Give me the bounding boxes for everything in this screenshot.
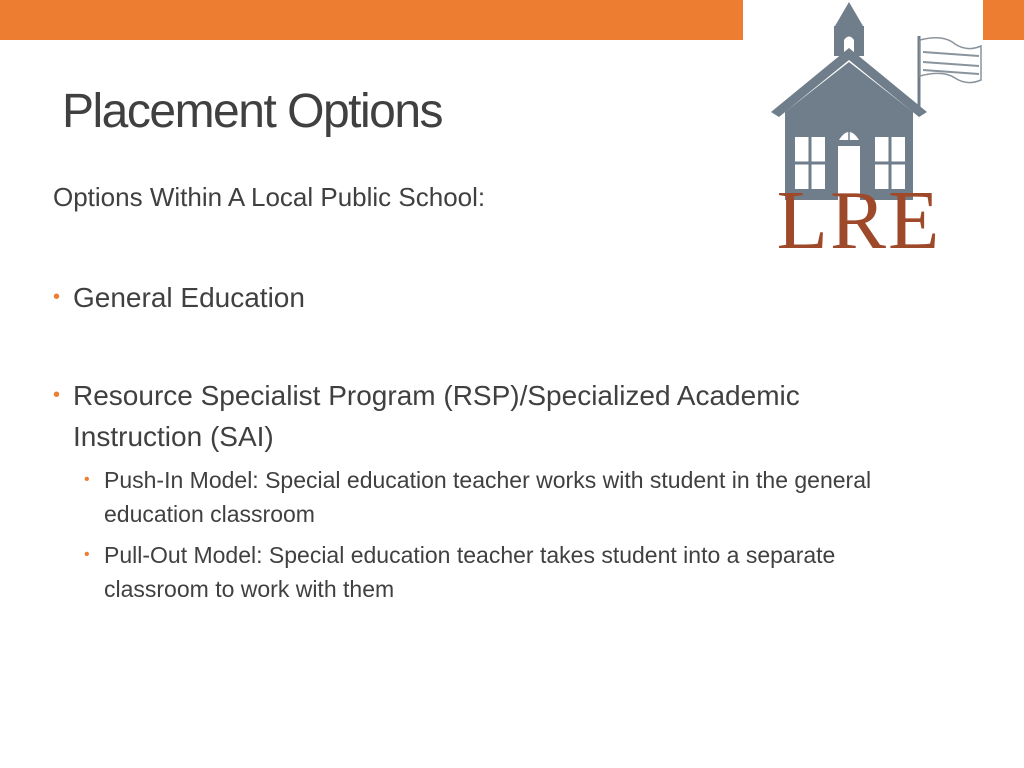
bullet-text: General Education bbox=[73, 282, 305, 313]
bullet-dot-icon: • bbox=[84, 546, 90, 563]
lre-logo bbox=[743, 0, 983, 255]
sub-bullet-item bbox=[84, 463, 944, 531]
sub-bullet-text: Pull-Out Model: Special education teacher takes student into a separate classroom to work with them bbox=[104, 542, 836, 602]
bullet-item bbox=[53, 375, 873, 457]
bullet-text: Resource Specialist Program (RSP)/Specialized Academic Instruction (SAI) bbox=[73, 380, 800, 452]
schoolhouse-icon bbox=[743, 0, 983, 255]
sub-bullet-item bbox=[84, 538, 944, 606]
slide-title: Placement Options bbox=[62, 85, 443, 138]
lre-logo-text: LRE bbox=[776, 174, 942, 255]
bullet-item bbox=[53, 277, 873, 318]
slide-subtitle: Options Within A Local Public School: bbox=[53, 182, 486, 212]
sub-bullet-text: Push-In Model: Special education teacher works with student in the general education classroom bbox=[104, 467, 872, 527]
bullet-dot-icon: • bbox=[53, 286, 61, 308]
bullet-dot-icon: • bbox=[84, 471, 90, 488]
bullet-dot-icon: • bbox=[53, 384, 61, 406]
